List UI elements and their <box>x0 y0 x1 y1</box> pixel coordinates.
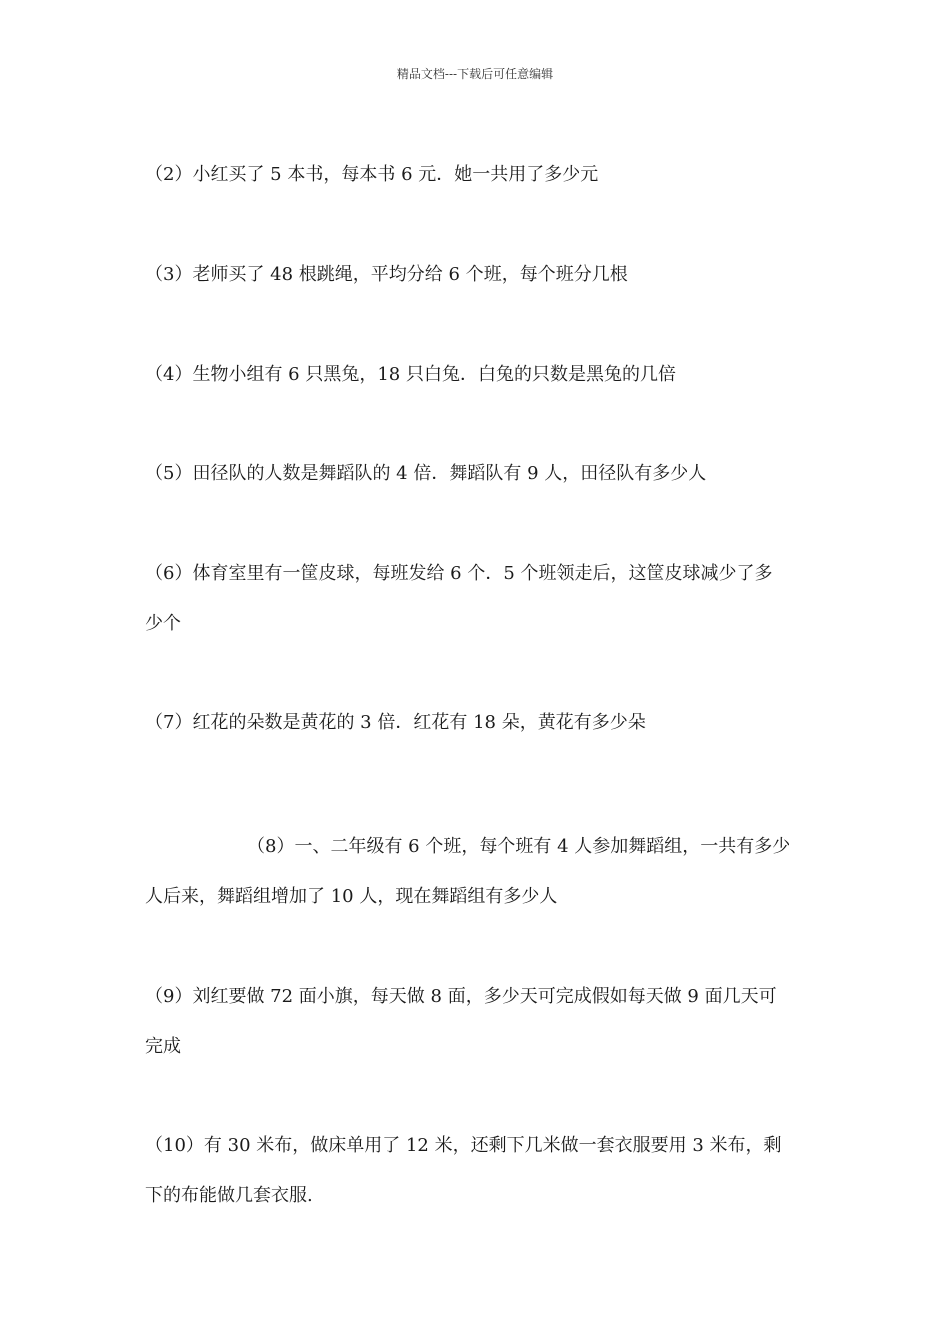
problem-10-line-2: 下的布能做几套衣服. <box>145 1185 313 1206</box>
problem-8-line-1: （8）一、二年级有 6 个班，每个班有 4 人参加舞蹈组，一共有多少 <box>247 836 791 857</box>
page-header: 精品文档---下载后可任意编辑 <box>396 67 554 81</box>
problem-5-line-1: （5）田径队的人数是舞蹈队的 4 倍．舞蹈队有 9 人，田径队有多少人 <box>145 463 707 484</box>
problem-6-line-2: 少个 <box>145 613 181 634</box>
problem-7-line-1: （7）红花的朵数是黄花的 3 倍．红花有 18 朵，黄花有多少朵 <box>145 712 646 733</box>
problem-8-line-2: 人后来，舞蹈组增加了 10 人，现在舞蹈组有多少人 <box>145 886 558 907</box>
problem-4-line-1: （4）生物小组有 6 只黑兔，18 只白兔．白兔的只数是黑兔的几倍 <box>145 364 676 385</box>
problem-10-line-1: （10）有 30 米布，做床单用了 12 米，还剩下几米做一套衣服要用 3 米布，剩 <box>145 1135 782 1156</box>
problem-2-line-1: （2）小红买了 5 本书，每本书 6 元．她一共用了多少元 <box>145 164 599 185</box>
problem-9-line-1: （9）刘红要做 72 面小旗，每天做 8 面，多少天可完成假如每天做 9 面几天可 <box>145 986 777 1007</box>
problem-3-line-1: （3）老师买了 48 根跳绳，平均分给 6 个班，每个班分几根 <box>145 264 628 285</box>
problem-6-line-1: （6）体育室里有一筐皮球，每班发给 6 个．5 个班领走后，这筐皮球减少了多 <box>145 563 773 584</box>
problem-9-line-2: 完成 <box>145 1036 181 1057</box>
